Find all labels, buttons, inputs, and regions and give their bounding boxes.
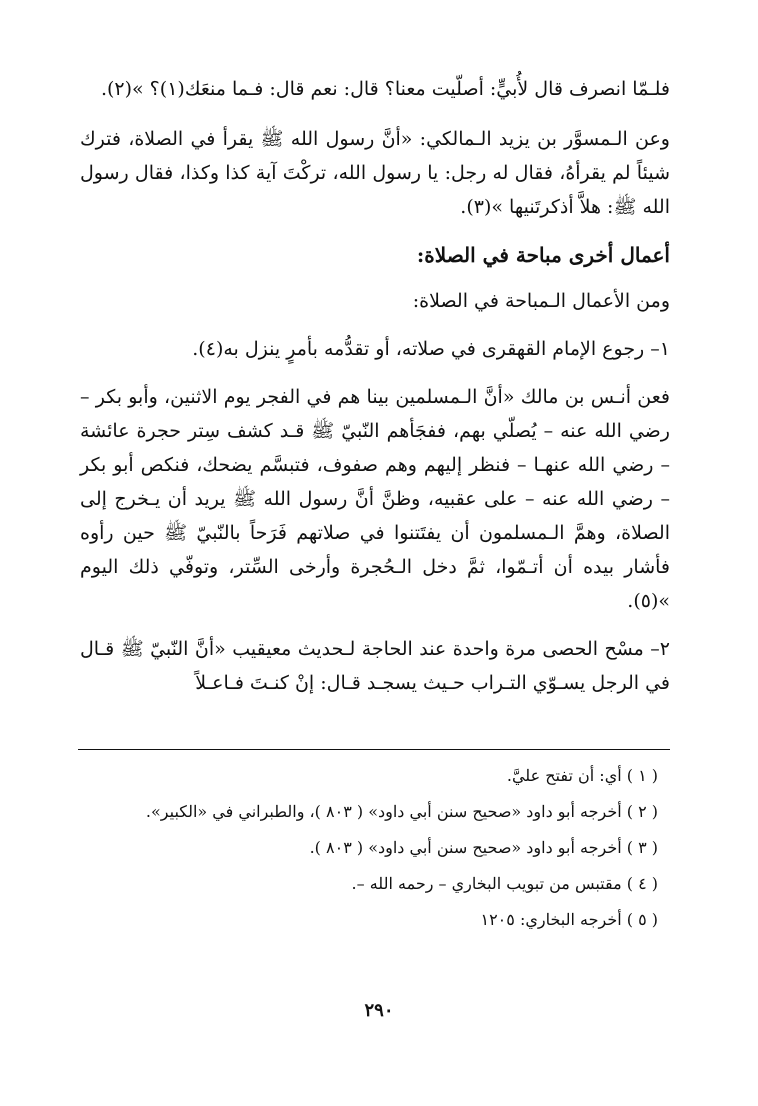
paragraph-5: فعن أنـس بن مالك «أنَّ الـمسلمين بينا هم في الفجر يوم الاثنين، وأبو بكر – رضي الله عنه – يُصلّي بهم، ففجَأهم النّبيّ ﷺ قـد كشف سِتر حجرة عائشة – رضي الله عنهـا – فنظر إليهم وهم صفوف، فتبسَّم يضحك، فنكص أبو بكر – رضي الله عنه – على عقبيه، وظنَّ أنَّ رسول الله ﷺ يريد أن يـخرج إلى الصلاة، وهمَّ الـمسلمون أن يفتَتنوا في صلاتهم فَرَحاً بالنّبيّ ﷺ حين رأوه فأشار بيده أن أتـمّوا، ثمَّ دخل الـحُجرة وأرخى السِّتر، وتوفّي ذلك اليوم »(٥). xyxy=(80,386,670,612)
paragraph-2: وعن الـمسوَّر بن يزيد الـمالكي: «أنَّ رسول الله ﷺ يقرأ في الصلاة، فترك شيئاً لم يقرأهُ، فقال له رجل: يا رسول الله، تركْتَ آية كذا وكذا، فقال رسول الله ﷺ: هلاَّ أذكرتَنيها »(٣). xyxy=(80,128,670,218)
paragraph-3: ومن الأعمال الـمباحة في الصلاة: xyxy=(412,290,670,312)
footnote-2: ( ٢ ) أخرجه أبو داود «صحيح سنن أبي داود» ( ٨٠٣ )، والطبراني في «الكبير». xyxy=(145,802,658,821)
footnote-5: ( ٥ ) أخرجه البخاري: ١٢٠٥ xyxy=(480,910,658,929)
section-heading: أعمال أخرى مباحة في الصلاة: xyxy=(416,243,670,267)
page-number: ٢٩٠ xyxy=(364,1000,394,1021)
footnote-divider xyxy=(78,749,670,750)
footnote-1: ( ١ ) أي: أن تفتح عليَّ. xyxy=(506,766,658,785)
footnotes xyxy=(98,758,658,938)
paragraph-1: فلـمّا انصرف قال لأُبيٍّ: أصلّيت معنا؟ قال: نعم قال: فـما منعَك(١)؟ »(٢). xyxy=(100,78,670,100)
footnote-3: ( ٣ ) أخرجه أبو داود «صحيح سنن أبي داود» ( ٨٠٣ ). xyxy=(309,838,658,857)
footnote-4: ( ٤ ) مقتبس من تبويب البخاري – رحمه الله –. xyxy=(351,874,658,893)
main-text xyxy=(80,72,670,714)
paragraph-4: ١– رجوع الإمام القهقرى في صلاته، أو تقدُّمه بأمرٍ ينزل به(٤). xyxy=(192,338,670,360)
paragraph-6: ٢– مسْح الحصى مرة واحدة عند الحاجة لـحديث معيقيب «أنَّ النّبيّ ﷺ قـال في الرجل يسـوّي التـراب حـيث يسجـد قـال: إنْ كنـتَ فـاعـلاً xyxy=(80,638,670,694)
